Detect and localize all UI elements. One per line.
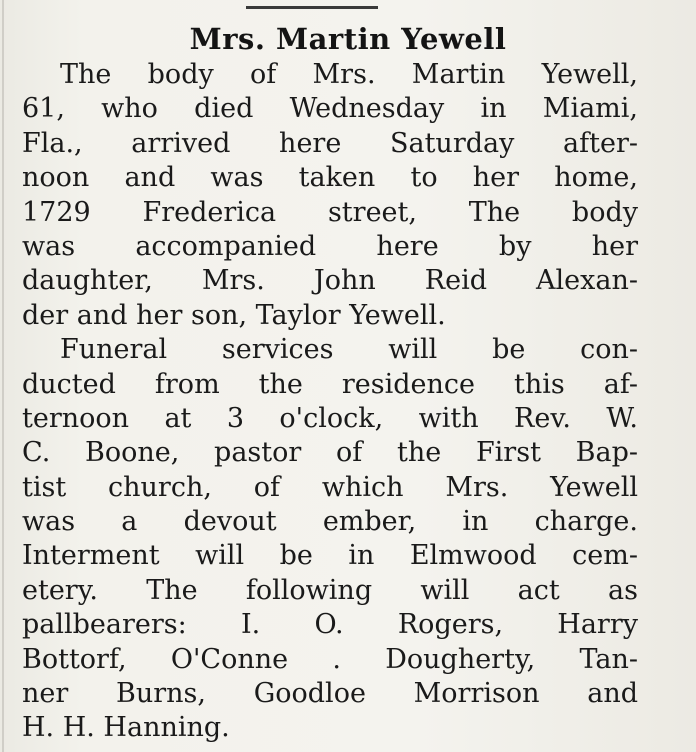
column-rule [2, 0, 4, 752]
text-line: Funeral services will be con- [60, 334, 638, 366]
text-line: tist church, of which Mrs. Yewell [22, 471, 638, 503]
article-headline: Mrs. Martin Yewell [189, 22, 507, 56]
text-line: Fla., arrived here Saturday after- [22, 127, 638, 159]
text-line: ducted from the residence this af- [22, 368, 638, 400]
text-line: der and her son, Taylor Yewell. [22, 299, 446, 331]
text-line: ner Burns, Goodloe Morrison and [22, 678, 638, 710]
text-line: Bottorf, O'Conne . Dougherty, Tan- [22, 643, 638, 675]
text-line: H. H. Hanning. [22, 712, 230, 744]
section-divider [246, 6, 378, 9]
text-line: Interment will be in Elmwood cem- [22, 540, 638, 572]
text-line: 1729 Frederica street, The body [22, 196, 638, 228]
text-line: ternoon at 3 o'clock, with Rev. W. [22, 402, 638, 434]
text-line: etery. The following will act as [22, 574, 638, 606]
text-line: daughter, Mrs. John Reid Alexan- [22, 265, 638, 297]
text-line: was a devout ember, in charge. [22, 506, 638, 538]
text-line: 61, who died Wednesday in Miami, [22, 93, 638, 125]
text-line: was accompanied here by her [22, 230, 638, 262]
text-line: The body of Mrs. Martin Yewell, [60, 59, 638, 90]
text-line: pallbearers: I. O. Rogers, Harry [22, 609, 638, 641]
article-body [22, 58, 638, 746]
text-line: noon and was taken to her home, [22, 162, 638, 194]
text-line: C. Boone, pastor of the First Bap- [22, 437, 638, 469]
